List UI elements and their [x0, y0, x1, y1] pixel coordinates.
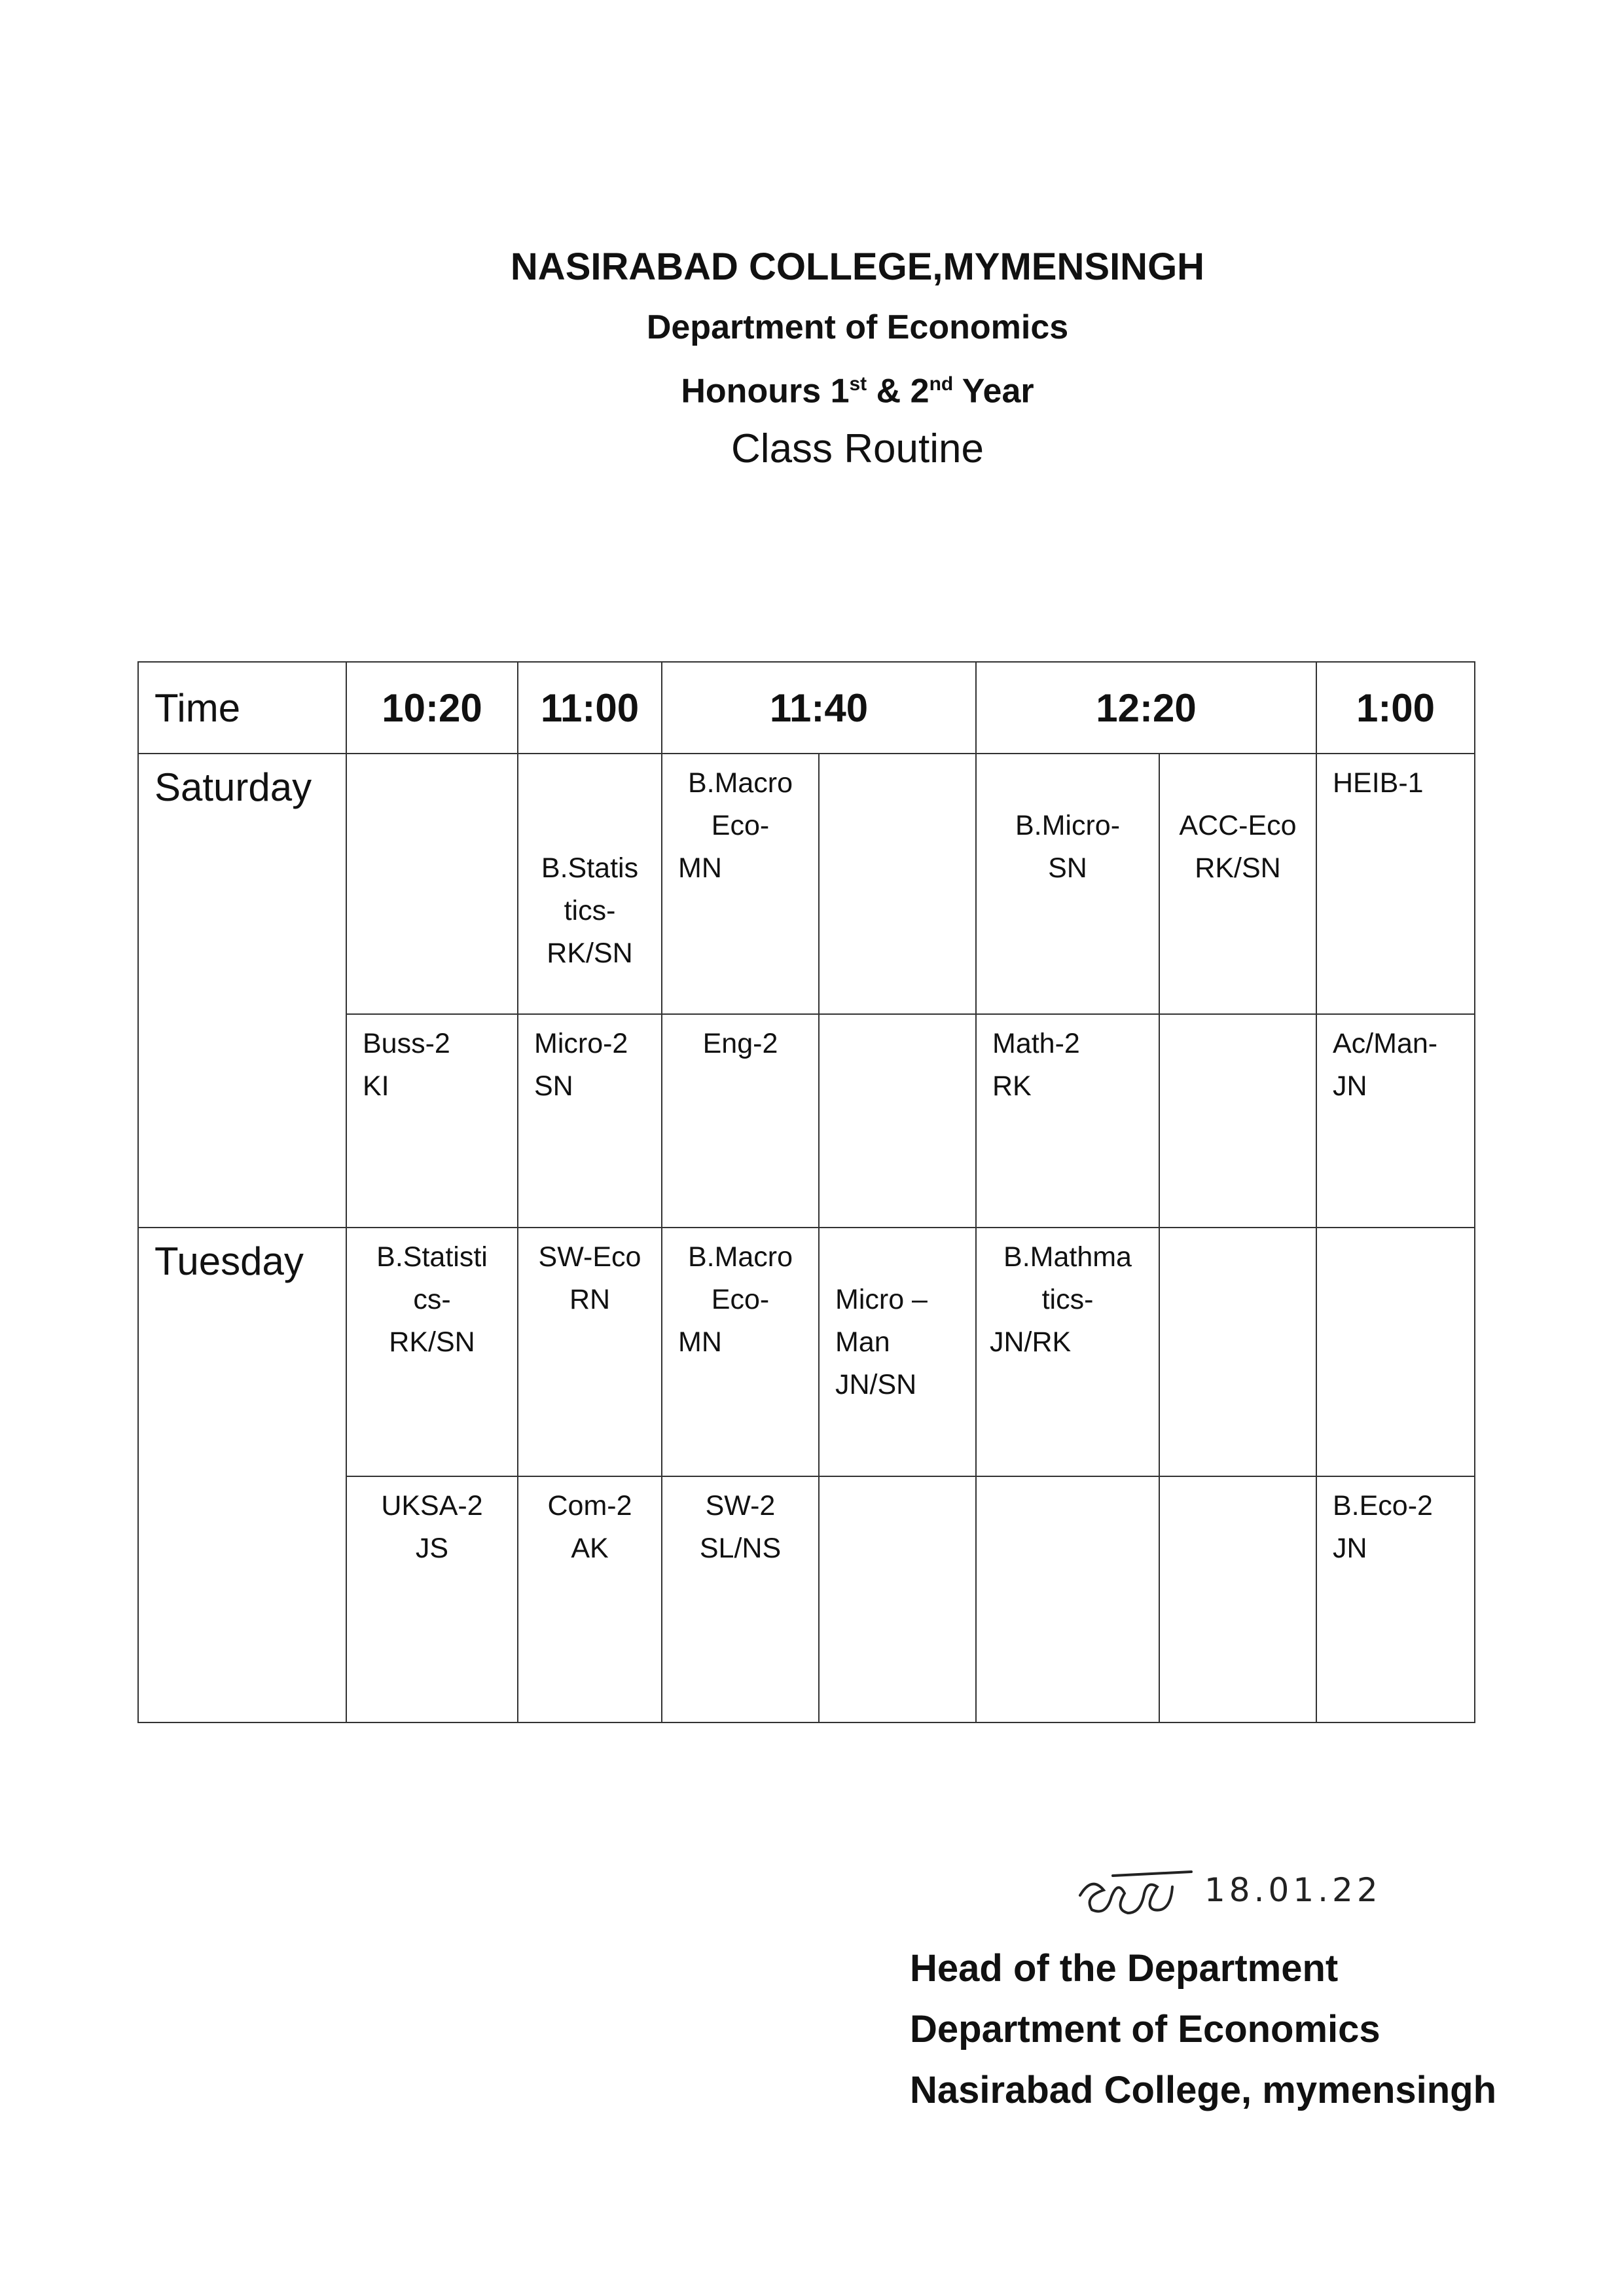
year-line [0, 356, 1624, 419]
cell-sat-1220a [976, 754, 1159, 1014]
cell-line: Micro-2 [534, 1028, 628, 1059]
cell-line: tics- [1041, 1284, 1094, 1315]
cell-line: JN/SN [835, 1369, 917, 1400]
day-saturday: Saturday [138, 754, 346, 1228]
cell-tue-1020 [346, 1228, 518, 1476]
cell-line: RK/SN [389, 1326, 475, 1358]
cell-line: RK/SN [547, 938, 633, 969]
cell-line: HEIB-1 [1333, 767, 1424, 799]
cell-empty [819, 1014, 976, 1228]
cell-line: JN [1333, 1070, 1367, 1102]
cell-line: Com-2 [547, 1490, 632, 1522]
cell-empty [819, 1476, 976, 1722]
cell-line: JN [1333, 1533, 1367, 1564]
cell-line: Ac/Man- [1333, 1028, 1438, 1059]
time-1140: 11:40 [662, 662, 976, 754]
cell-tue2-1100 [518, 1476, 662, 1722]
cell-line: Eco- [711, 1284, 770, 1315]
cell-line: Man [835, 1326, 890, 1358]
year-sup-1: st [849, 373, 867, 395]
cell-sat-100 [1316, 754, 1475, 1014]
cell-line: B.Macro [687, 1241, 793, 1273]
cell-line: SW-Eco [538, 1241, 641, 1273]
time-100: 1:00 [1316, 662, 1475, 754]
cell-tue-1140b [819, 1228, 976, 1476]
cell-line: MN [678, 1326, 722, 1358]
cell-sat2-1020 [346, 1014, 518, 1228]
signatory-title: Head of the Department [910, 1947, 1339, 1990]
cell-tue-1140a [662, 1228, 819, 1476]
cell-line: RK [992, 1070, 1032, 1102]
cell-line: MN [678, 852, 722, 884]
signature-date: 18.01.22 [1204, 1871, 1382, 1909]
cell-sat-1140a [662, 754, 819, 1014]
cell-line: B.Micro- [1015, 810, 1121, 841]
tuesday-row-1 [138, 1228, 1475, 1476]
cell-line: UKSA-2 [381, 1490, 483, 1522]
cell-tue2-1140a [662, 1476, 819, 1722]
cell-line: JS [415, 1533, 449, 1564]
cell-line: SN [1048, 852, 1087, 884]
cell-tue-1220a [976, 1228, 1159, 1476]
cell-tue2-1020 [346, 1476, 518, 1722]
cell-empty [1159, 1228, 1316, 1476]
year-sup-2: nd [929, 373, 954, 395]
cell-line: RK/SN [1195, 852, 1281, 884]
year-mid: & 2 [867, 372, 929, 410]
year-prefix: Honours 1 [681, 372, 850, 410]
cell-empty [1316, 1228, 1475, 1476]
cell-line: RN [569, 1284, 611, 1315]
year-suffix: Year [953, 372, 1034, 410]
cell-line: B.Statis [541, 852, 639, 884]
class-routine-table [137, 661, 1475, 1723]
signatory-block [910, 1938, 1496, 2121]
cell-line: cs- [413, 1284, 451, 1315]
cell-line: Buss-2 [363, 1028, 450, 1059]
cell-line: JN/RK [990, 1326, 1072, 1358]
cell-line: ACC-Eco [1179, 810, 1297, 841]
document-header [0, 236, 1624, 479]
signatory-department: Department of Economics [910, 2008, 1380, 2050]
cell-line: B.Statisti [376, 1241, 488, 1273]
time-1220: 12:20 [976, 662, 1316, 754]
cell-sat2-1220a [976, 1014, 1159, 1228]
cell-line: B.Eco-2 [1333, 1490, 1433, 1522]
cell-sat2-1100 [518, 1014, 662, 1228]
time-label: Time [138, 662, 346, 754]
cell-line: B.Macro [687, 767, 793, 799]
cell-tue2-100 [1316, 1476, 1475, 1722]
department-name: Department of Economics [646, 308, 1069, 346]
cell-line: Eng-2 [702, 1028, 778, 1059]
cell-line: B.Mathma [1003, 1241, 1132, 1273]
cell-empty [346, 754, 518, 1014]
day-tuesday: Tuesday [138, 1228, 346, 1722]
college-name: NASIRABAD COLLEGE,MYMENSINGH [510, 246, 1205, 288]
cell-line: KI [363, 1070, 389, 1102]
cell-empty [1159, 1014, 1316, 1228]
time-1020: 10:20 [346, 662, 518, 754]
cell-empty [976, 1476, 1159, 1722]
time-1100: 11:00 [518, 662, 662, 754]
cell-line: SW-2 [705, 1490, 776, 1522]
cell-line: tics- [564, 895, 616, 926]
time-header-row [138, 662, 1475, 754]
cell-empty [1159, 1476, 1316, 1722]
cell-line: Micro – [835, 1284, 928, 1315]
cell-empty [819, 754, 976, 1014]
cell-line: SL/NS [699, 1533, 782, 1564]
cell-sat-1100 [518, 754, 662, 1014]
cell-line: Math-2 [992, 1028, 1080, 1059]
cell-tue-1100 [518, 1228, 662, 1476]
routine-title: Class Routine [731, 426, 984, 472]
cell-sat2-100 [1316, 1014, 1475, 1228]
cell-line: Eco- [711, 810, 770, 841]
cell-line: AK [571, 1533, 609, 1564]
signatory-college: Nasirabad College, mymensingh [910, 2069, 1497, 2111]
saturday-row-1 [138, 754, 1475, 1014]
cell-sat2-1140a [662, 1014, 819, 1228]
cell-line: SN [534, 1070, 573, 1102]
cell-sat-1220b [1159, 754, 1316, 1014]
signature-stroke [1080, 1872, 1191, 1913]
